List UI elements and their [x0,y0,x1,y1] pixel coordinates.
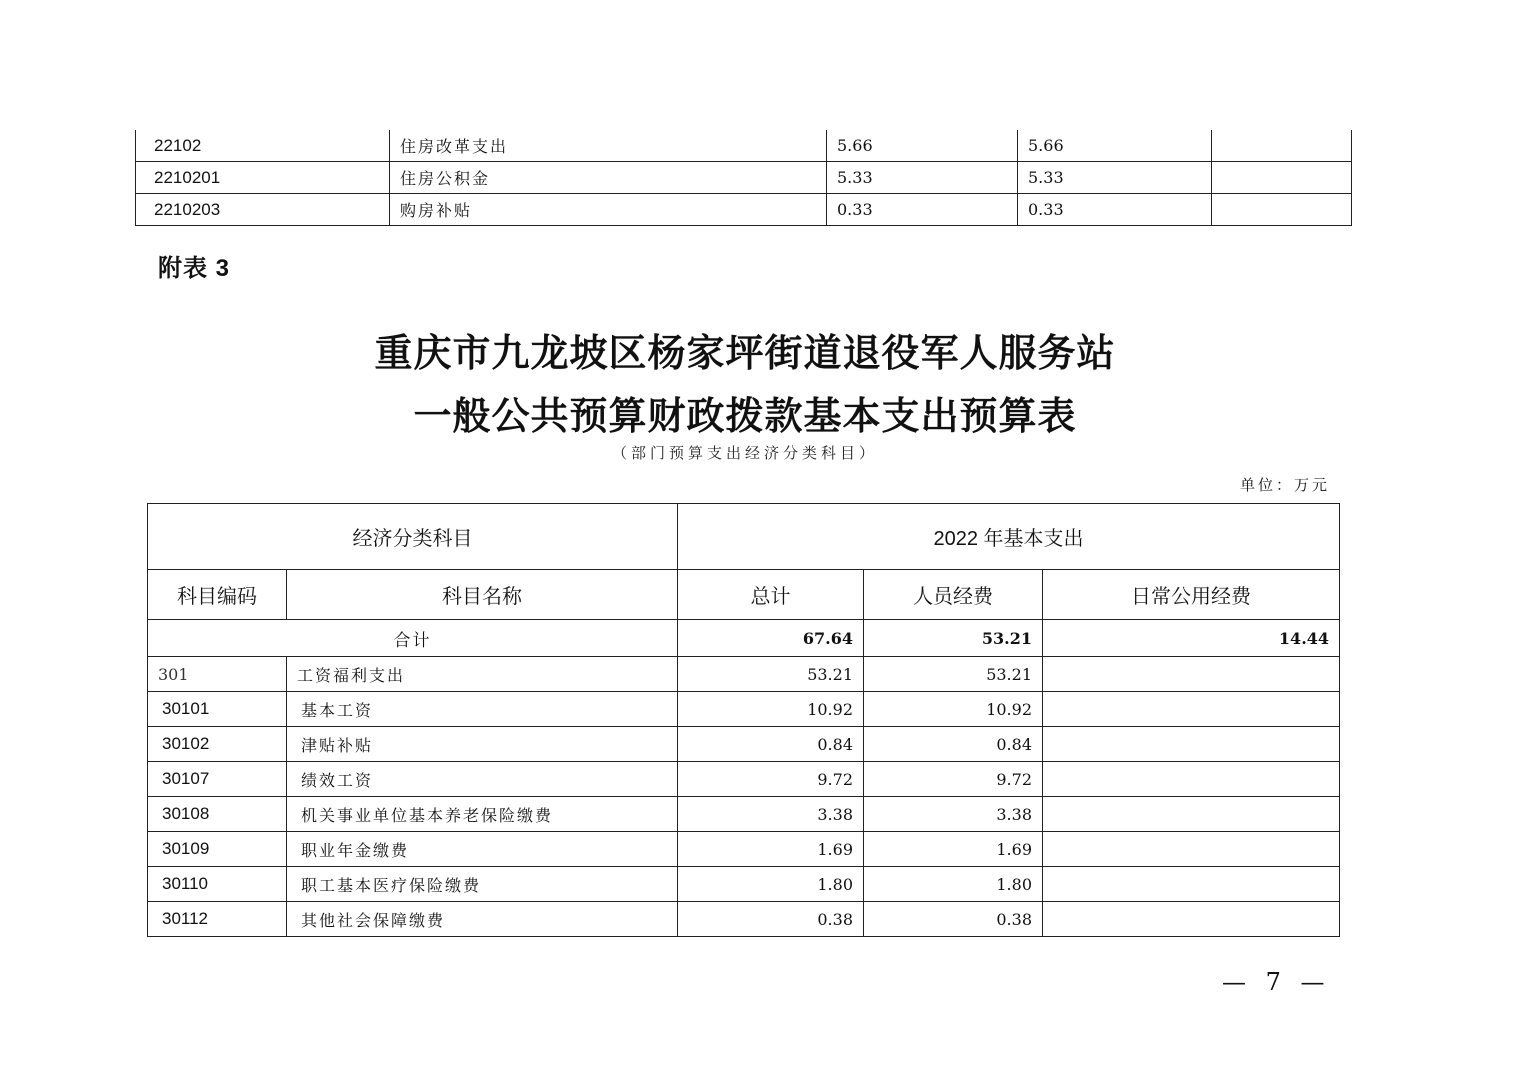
subject-code: 30110 [148,867,287,902]
unit-label: 单位：万元 [1239,476,1330,494]
subject-name: 机关事业单位基本养老保险缴费 [287,797,678,832]
total-amount: 67.64 [678,620,864,657]
table-row [136,194,1352,226]
amount-personnel: 0.84 [864,727,1043,762]
amount-personnel: 10.92 [864,692,1043,727]
page-title-line-2: 一般公共预算财政拨款基本支出预算表 [413,393,1077,438]
table-row [148,832,1340,867]
header-subject-code: 科目编码 [148,570,287,620]
total-row [148,620,1340,657]
amount-total: 1.69 [678,832,864,867]
subject-name: 职工基本医疗保险缴费 [287,867,678,902]
header-public: 日常公用经费 [1043,570,1340,620]
subject-code: 30101 [148,692,287,727]
amount-public [1043,727,1340,762]
table-row [148,797,1340,832]
amount-personnel: 53.21 [864,657,1043,692]
subject-code: 30102 [148,727,287,762]
amount-personnel: 1.69 [864,832,1043,867]
table-row [136,130,1352,162]
amount-total: 0.38 [678,902,864,937]
table-row [148,762,1340,797]
header-basic-expenditure: 2022 年基本支出 [678,504,1340,570]
table-row [148,657,1340,692]
subject-name: 津贴补贴 [287,727,678,762]
subject-code: 30112 [148,902,287,937]
amount-cell [1212,130,1352,162]
amount-cell: 5.33 [827,162,1018,194]
amount-personnel: 0.38 [864,902,1043,937]
page-number: — 7 — [1222,968,1331,996]
amount-cell: 5.66 [1018,130,1212,162]
amount-cell: 0.33 [1018,194,1212,226]
total-personnel: 53.21 [864,620,1043,657]
subject-code: 30108 [148,797,287,832]
header-personnel: 人员经费 [864,570,1043,620]
subject-code: 301 [148,657,287,692]
table-row [148,727,1340,762]
amount-total: 53.21 [678,657,864,692]
amount-total: 1.80 [678,867,864,902]
amount-public [1043,797,1340,832]
amount-public [1043,832,1340,867]
table-row [148,867,1340,902]
subject-name: 工资福利支出 [287,657,678,692]
subject-name: 住房公积金 [390,162,827,194]
subject-name: 购房补贴 [390,194,827,226]
table-row [148,692,1340,727]
amount-public [1043,902,1340,937]
subject-code: 2210203 [136,194,390,226]
budget-table [147,503,1340,937]
amount-total: 0.84 [678,727,864,762]
header-economic-classification: 经济分类科目 [148,504,678,570]
amount-cell: 5.33 [1018,162,1212,194]
subject-name: 其他社会保障缴费 [287,902,678,937]
amount-public [1043,657,1340,692]
subject-name: 绩效工资 [287,762,678,797]
amount-personnel: 9.72 [864,762,1043,797]
amount-total: 9.72 [678,762,864,797]
amount-cell: 0.33 [827,194,1018,226]
subject-code: 30109 [148,832,287,867]
previous-table-continuation [135,130,1352,226]
amount-cell [1212,194,1352,226]
table-row [148,902,1340,937]
amount-public [1043,867,1340,902]
amount-total: 3.38 [678,797,864,832]
subject-code: 30107 [148,762,287,797]
total-label: 合计 [148,620,678,657]
subject-code: 22102 [136,130,390,162]
amount-personnel: 1.80 [864,867,1043,902]
table-row [136,162,1352,194]
total-public: 14.44 [1043,620,1340,657]
header-total: 总计 [678,570,864,620]
page-title-line-1: 重庆市九龙坡区杨家坪街道退役军人服务站 [374,330,1116,375]
page-subtitle: （部门预算支出经济分类科目） [611,444,878,462]
amount-public [1043,762,1340,797]
amount-cell [1212,162,1352,194]
amount-public [1043,692,1340,727]
amount-total: 10.92 [678,692,864,727]
appendix-label: 附表 3 [158,255,231,282]
subject-name: 基本工资 [287,692,678,727]
subject-code: 2210201 [136,162,390,194]
header-subject-name: 科目名称 [287,570,678,620]
header-row [148,504,1340,570]
subject-name: 职业年金缴费 [287,832,678,867]
amount-cell: 5.66 [827,130,1018,162]
subject-name: 住房改革支出 [390,130,827,162]
amount-personnel: 3.38 [864,797,1043,832]
header-row [148,570,1340,620]
